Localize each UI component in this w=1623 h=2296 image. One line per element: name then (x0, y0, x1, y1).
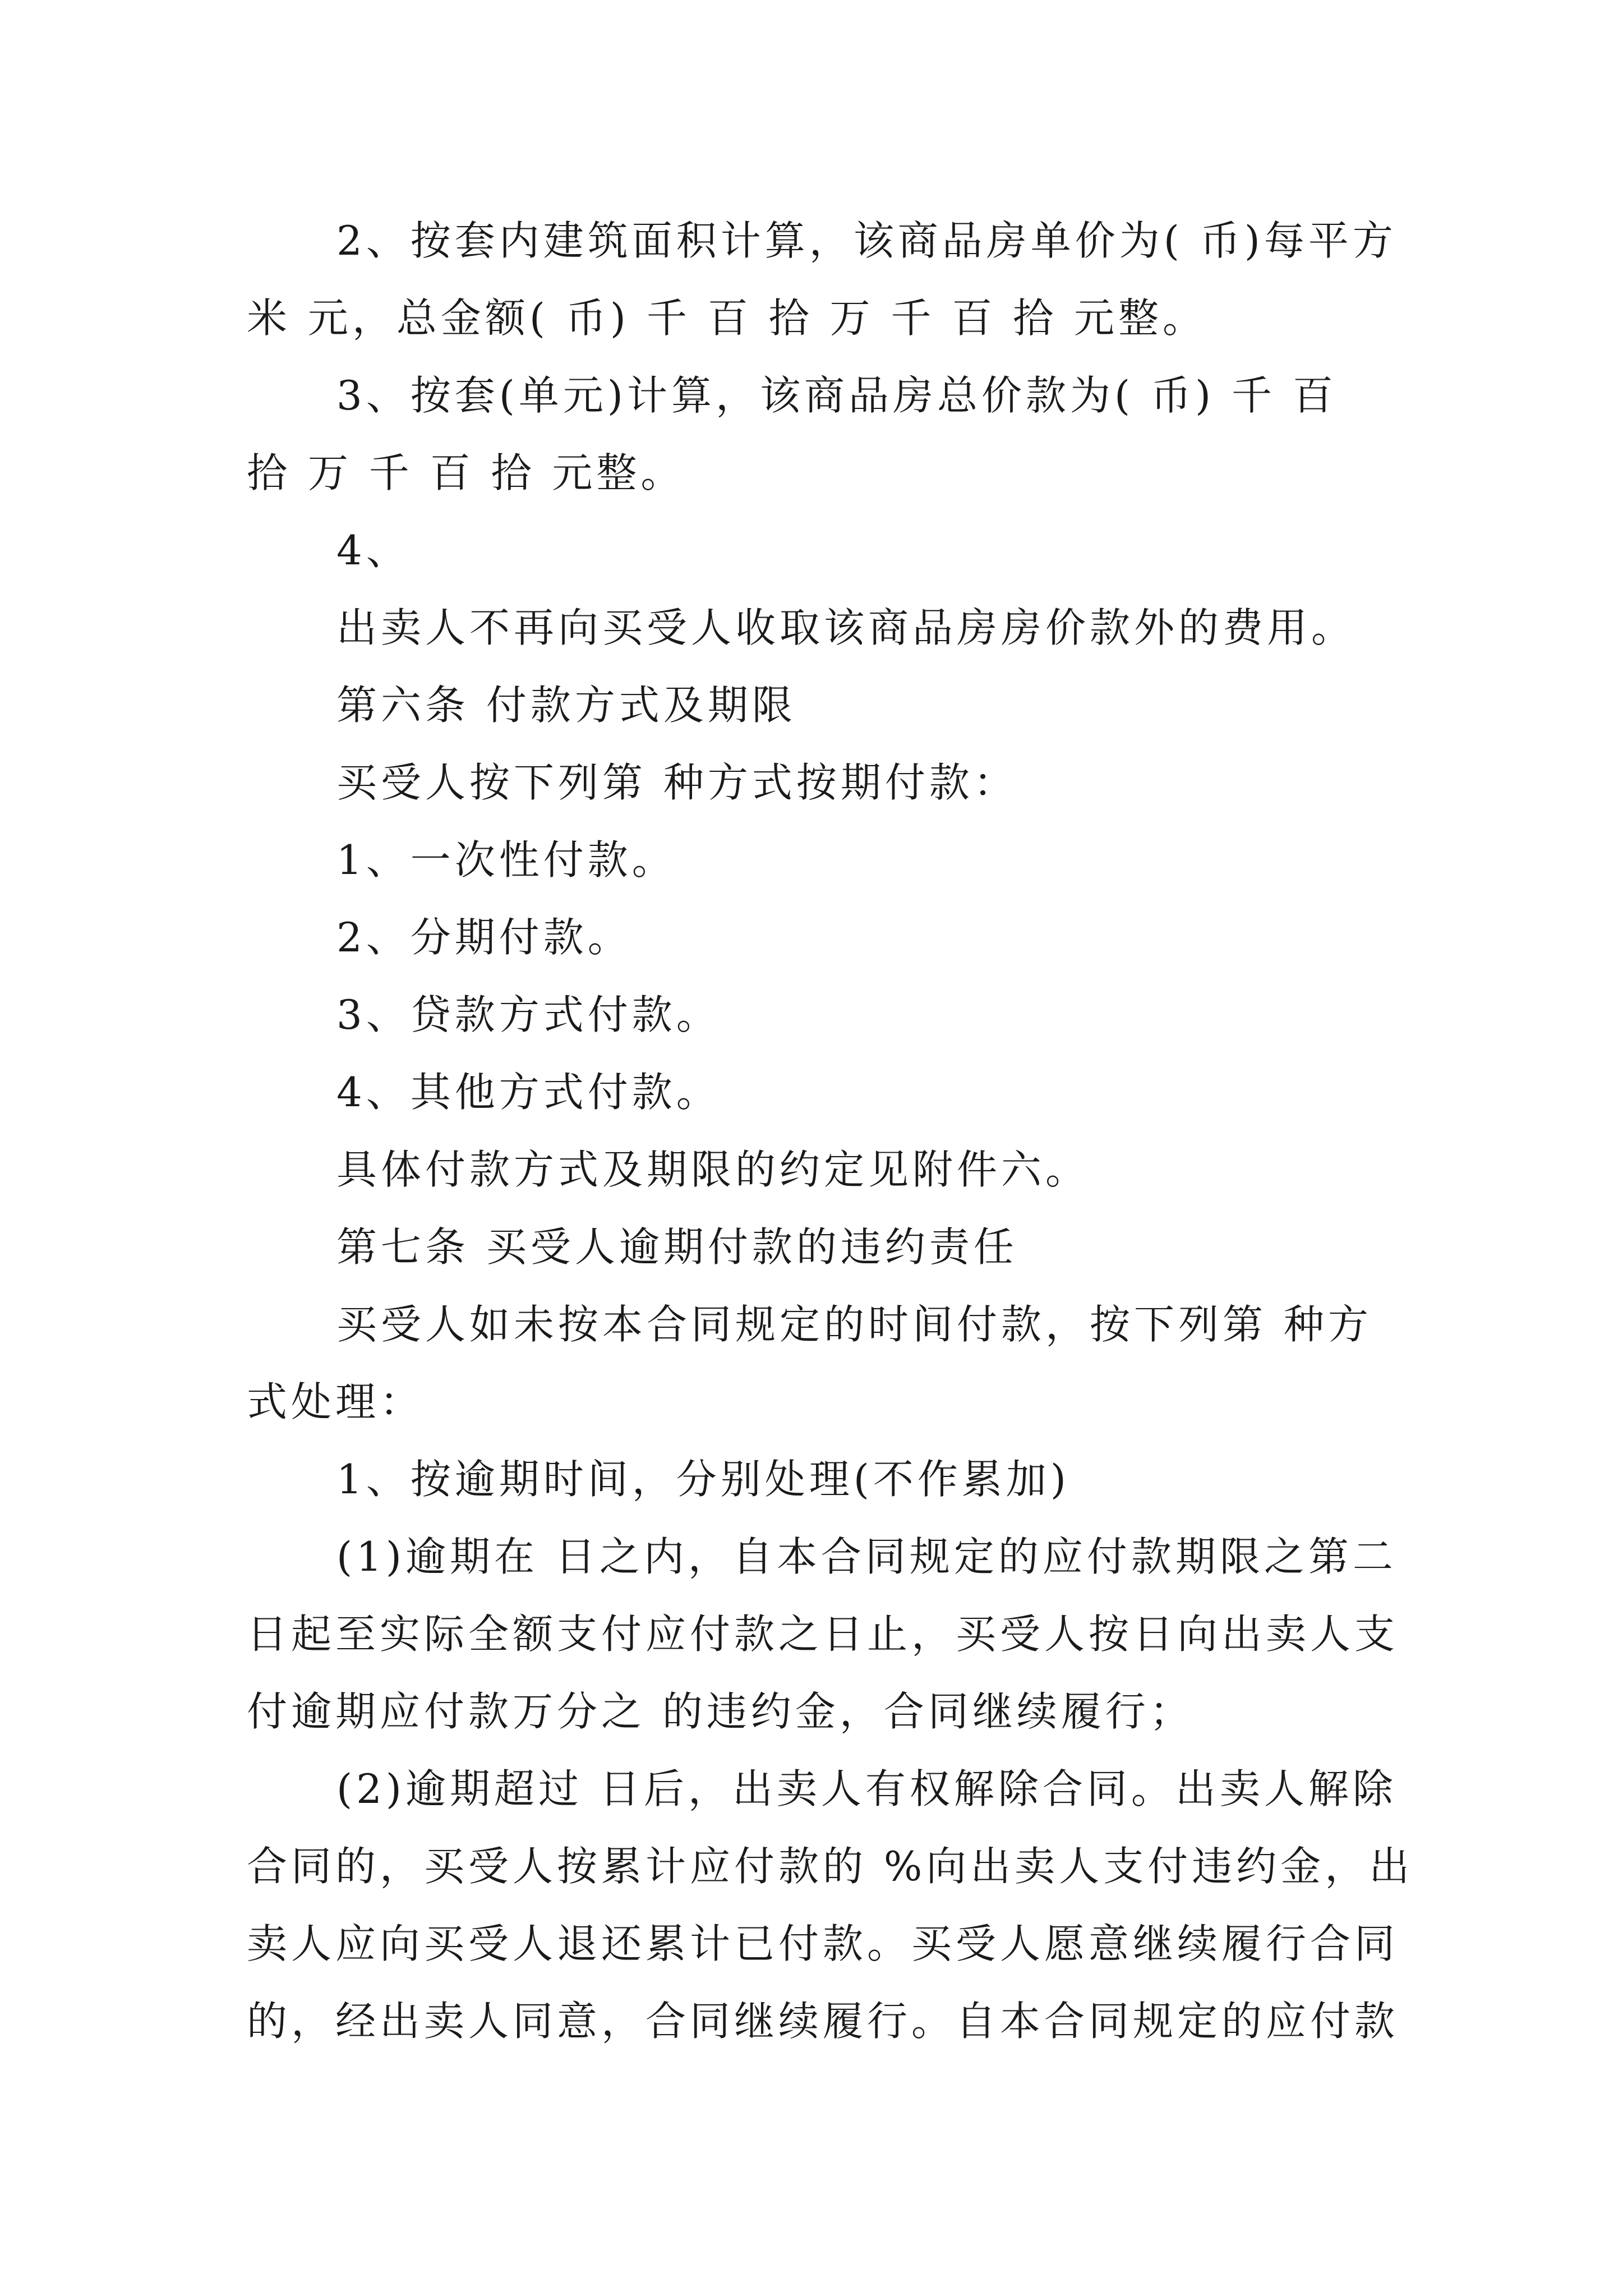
list-item: 1、一次性付款。 (336, 836, 676, 884)
list-item: 1、按逾期时间，分别处理(不作累加) (336, 1456, 1070, 1503)
text-line: 4、 (336, 527, 411, 574)
text-line: 具体付款方式及期限的约定见附件六。 (336, 1146, 1090, 1193)
text-line: 买受人如未按本合同规定的时间付款，按下列第 种方 (336, 1301, 1372, 1348)
text-line: 3、按套(单元)计算，该商品房总价款为( 币) 千 百 (336, 372, 1337, 419)
list-item: 2、分期付款。 (336, 914, 632, 961)
document-body (247, 202, 1414, 2060)
text-line: 日起至实际全额支付应付款之日止，买受人按日向出卖人支 (247, 1611, 1399, 1658)
text-line: 合同的，买受人按累计应付款的 %向出卖人支付违约金，出 (247, 1843, 1414, 1890)
section-heading: 第六条 付款方式及期限 (336, 682, 796, 729)
text-line: 的，经出卖人同意，合同继续履行。自本合同规定的应付款 (247, 1998, 1399, 2045)
text-line: 付逾期应付款万分之 的违约金，合同继续履行； (247, 1688, 1194, 1735)
section-heading: 第七条 买受人逾期付款的违约责任 (336, 1223, 1018, 1271)
list-item: 4、其他方式付款。 (336, 1069, 721, 1116)
text-line: 拾 万 千 百 拾 元整。 (247, 449, 685, 496)
text-line: (2)逾期超过 日后，出卖人有权解除合同。出卖人解除 (336, 1765, 1397, 1812)
text-line: 出卖人不再向买受人收取该商品房房价款外的费用。 (336, 604, 1356, 651)
list-item: 3、贷款方式付款。 (336, 991, 721, 1038)
text-line: 买受人按下列第 种方式按期付款： (336, 759, 1018, 806)
text-line: 式处理： (247, 1378, 425, 1425)
text-line: 卖人应向买受人退还累计已付款。买受人愿意继续履行合同 (247, 1920, 1399, 1967)
text-line: (1)逾期在 日之内，自本合同规定的应付款期限之第二 (336, 1533, 1397, 1580)
text-line: 米 元，总金额( 币) 千 百 拾 万 千 百 拾 元整。 (247, 295, 1207, 342)
text-line: 2、按套内建筑面积计算，该商品房单价为( 币)每平方 (336, 217, 1397, 264)
